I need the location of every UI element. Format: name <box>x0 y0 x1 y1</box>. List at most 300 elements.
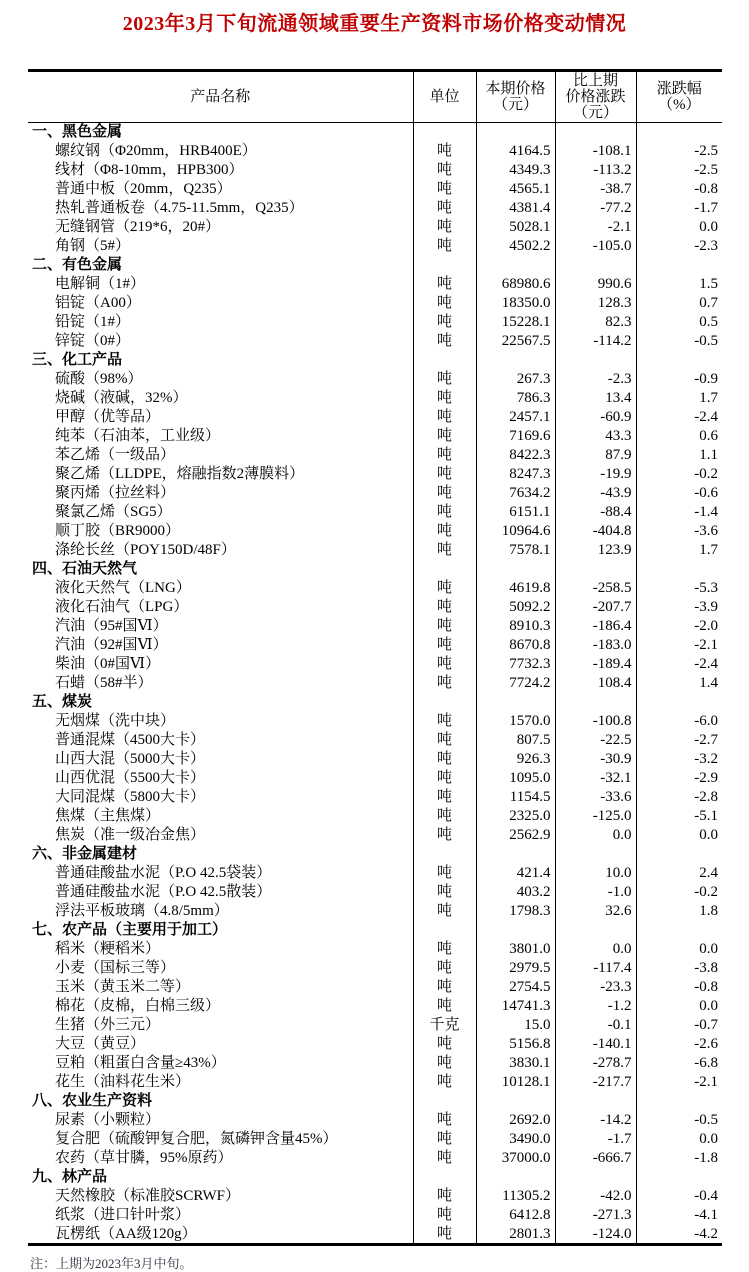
product-name-cell: 甲醇（优等品） <box>55 409 161 425</box>
pct-cell: -5.3 <box>636 579 722 598</box>
price-cell: 4349.3 <box>476 161 555 180</box>
pct-cell: -0.8 <box>636 180 722 199</box>
change-cell: -189.4 <box>555 655 636 674</box>
table-row <box>28 712 722 731</box>
price-cell <box>476 693 555 712</box>
pct-cell: -4.2 <box>636 1225 722 1245</box>
price-cell <box>476 845 555 864</box>
table-row <box>28 1035 722 1054</box>
unit-cell: 吨 <box>413 522 476 541</box>
table-row <box>28 883 722 902</box>
table-row <box>28 1054 722 1073</box>
unit-cell: 吨 <box>413 826 476 845</box>
change-cell: -77.2 <box>555 199 636 218</box>
price-cell: 3490.0 <box>476 1130 555 1149</box>
price-cell: 2801.3 <box>476 1225 555 1245</box>
change-cell: -43.9 <box>555 484 636 503</box>
table-row <box>28 1073 722 1092</box>
change-cell: -1.7 <box>555 1130 636 1149</box>
product-name-cell: 苯乙烯（一级品） <box>55 447 176 463</box>
product-name-cell: 聚乙烯（LLDPE，熔融指数2薄膜料） <box>55 466 305 482</box>
price-cell: 7169.6 <box>476 427 555 446</box>
table-row <box>28 636 722 655</box>
product-name-cell: 生猪（外三元） <box>55 1017 161 1033</box>
price-cell: 22567.5 <box>476 332 555 351</box>
pct-cell <box>636 1168 722 1187</box>
change-cell: -108.1 <box>555 142 636 161</box>
table-row <box>28 655 722 674</box>
price-cell: 2562.9 <box>476 826 555 845</box>
pct-cell: -0.5 <box>636 1111 722 1130</box>
pct-cell: 0.0 <box>636 997 722 1016</box>
pct-cell: -0.8 <box>636 978 722 997</box>
table-row <box>28 294 722 313</box>
header-product-name: 产品名称 <box>28 71 413 123</box>
pct-cell: -2.5 <box>636 161 722 180</box>
table-row <box>28 731 722 750</box>
price-cell: 2325.0 <box>476 807 555 826</box>
unit-cell: 吨 <box>413 389 476 408</box>
price-cell: 8670.8 <box>476 636 555 655</box>
price-cell: 4381.4 <box>476 199 555 218</box>
category-label: 三、化工产品 <box>32 352 123 368</box>
product-name-cell: 花生（油料花生米） <box>55 1074 191 1090</box>
change-cell: -105.0 <box>555 237 636 256</box>
category-row <box>28 845 722 864</box>
product-name-cell: 柴油（0#国Ⅵ） <box>55 656 161 672</box>
unit-cell <box>413 1092 476 1111</box>
change-cell: 82.3 <box>555 313 636 332</box>
table-row <box>28 1130 722 1149</box>
change-cell: -38.7 <box>555 180 636 199</box>
category-label: 一、黑色金属 <box>32 124 123 141</box>
price-cell: 6412.8 <box>476 1206 555 1225</box>
product-name-cell: 液化天然气（LNG） <box>55 580 191 596</box>
product-name-cell: 硫酸（98%） <box>55 371 143 387</box>
table-row <box>28 959 722 978</box>
unit-cell: 吨 <box>413 1073 476 1092</box>
pct-cell: -1.4 <box>636 503 722 522</box>
unit-cell: 吨 <box>413 636 476 655</box>
table-row <box>28 1187 722 1206</box>
unit-cell: 吨 <box>413 313 476 332</box>
pct-cell: 2.4 <box>636 864 722 883</box>
product-name-cell: 螺纹钢（Φ20mm，HRB400E） <box>55 143 257 159</box>
pct-cell <box>636 693 722 712</box>
table-row <box>28 313 722 332</box>
unit-cell: 吨 <box>413 598 476 617</box>
unit-cell: 吨 <box>413 465 476 484</box>
price-cell: 421.4 <box>476 864 555 883</box>
category-row <box>28 351 722 370</box>
price-cell: 7724.2 <box>476 674 555 693</box>
header-change-pct: 涨跌幅 （%） <box>636 71 722 123</box>
product-name-cell: 复合肥（硫酸钾复合肥，氮磷钾含量45%） <box>55 1131 338 1147</box>
change-cell: -2.1 <box>555 218 636 237</box>
price-cell: 15.0 <box>476 1016 555 1035</box>
product-name-cell: 小麦（国标三等） <box>55 960 176 976</box>
unit-cell: 吨 <box>413 408 476 427</box>
table-row <box>28 522 722 541</box>
unit-cell: 吨 <box>413 294 476 313</box>
category-row <box>28 123 722 142</box>
change-cell <box>555 693 636 712</box>
product-name-cell: 铝锭（A00） <box>55 295 141 311</box>
header-row <box>28 71 722 123</box>
change-cell: -19.9 <box>555 465 636 484</box>
change-cell <box>555 845 636 864</box>
pct-cell: 0.0 <box>636 218 722 237</box>
category-row <box>28 921 722 940</box>
unit-cell: 吨 <box>413 484 476 503</box>
unit-cell: 吨 <box>413 769 476 788</box>
change-cell: -186.4 <box>555 617 636 636</box>
product-name-cell: 普通硅酸盐水泥（P.O 42.5散装） <box>55 884 272 900</box>
change-cell: -32.1 <box>555 769 636 788</box>
price-cell: 8422.3 <box>476 446 555 465</box>
unit-cell: 吨 <box>413 940 476 959</box>
table-row <box>28 161 722 180</box>
category-label: 九、林产品 <box>32 1169 108 1185</box>
price-cell: 7634.2 <box>476 484 555 503</box>
product-name-cell: 豆粕（粗蛋白含量≥43%） <box>55 1055 226 1071</box>
change-cell: 43.3 <box>555 427 636 446</box>
table-header <box>28 71 722 123</box>
unit-cell <box>413 1168 476 1187</box>
product-name-cell: 稻米（粳稻米） <box>55 941 161 957</box>
change-cell: -60.9 <box>555 408 636 427</box>
change-cell: 123.9 <box>555 541 636 560</box>
price-cell <box>476 1168 555 1187</box>
unit-cell <box>413 123 476 142</box>
product-name-cell: 大豆（黄豆） <box>55 1036 146 1052</box>
unit-cell: 吨 <box>413 332 476 351</box>
price-cell: 8910.3 <box>476 617 555 636</box>
change-cell <box>555 256 636 275</box>
pct-cell: -3.6 <box>636 522 722 541</box>
price-cell <box>476 560 555 579</box>
unit-cell: 吨 <box>413 750 476 769</box>
pct-cell: -6.0 <box>636 712 722 731</box>
unit-cell <box>413 351 476 370</box>
change-cell: -30.9 <box>555 750 636 769</box>
header-current-price: 本期价格 （元） <box>476 71 555 123</box>
price-cell: 926.3 <box>476 750 555 769</box>
unit-cell: 吨 <box>413 712 476 731</box>
product-name-cell: 液化石油气（LPG） <box>55 599 189 615</box>
unit-cell: 吨 <box>413 541 476 560</box>
pct-cell: -2.7 <box>636 731 722 750</box>
change-cell <box>555 1092 636 1111</box>
pct-cell <box>636 1092 722 1111</box>
change-cell <box>555 921 636 940</box>
table-row <box>28 864 722 883</box>
change-cell: -100.8 <box>555 712 636 731</box>
category-label: 八、农业生产资料 <box>32 1093 153 1109</box>
change-cell: 87.9 <box>555 446 636 465</box>
table-row <box>28 237 722 256</box>
product-name-cell: 瓦楞纸（AA级120g） <box>55 1225 197 1242</box>
page-title: 2023年3月下旬流通领域重要生产资料市场价格变动情况 <box>122 13 627 35</box>
change-cell: -666.7 <box>555 1149 636 1168</box>
header-price-change: 比上期 价格涨跌 （元） <box>555 71 636 123</box>
price-cell: 68980.6 <box>476 275 555 294</box>
change-cell: 108.4 <box>555 674 636 693</box>
change-cell: -1.0 <box>555 883 636 902</box>
price-cell: 267.3 <box>476 370 555 389</box>
change-cell: -207.7 <box>555 598 636 617</box>
product-name-cell: 棉花（皮棉，白棉三级） <box>55 998 221 1014</box>
price-cell: 18350.0 <box>476 294 555 313</box>
pct-cell: -5.1 <box>636 807 722 826</box>
change-cell: 990.6 <box>555 275 636 294</box>
change-cell: -33.6 <box>555 788 636 807</box>
product-name-cell: 普通混煤（4500大卡） <box>55 732 206 748</box>
footnote: 注：上期为2023年3月中旬。 <box>30 1255 193 1271</box>
product-name-cell: 无缝钢管（219*6，20#） <box>55 219 221 235</box>
change-cell <box>555 351 636 370</box>
price-cell <box>476 921 555 940</box>
unit-cell: 吨 <box>413 275 476 294</box>
change-cell: 10.0 <box>555 864 636 883</box>
pct-cell: -0.9 <box>636 370 722 389</box>
product-name-cell: 汽油（95#国Ⅵ） <box>55 618 168 634</box>
change-cell: -278.7 <box>555 1054 636 1073</box>
table-row <box>28 997 722 1016</box>
pct-cell: -0.6 <box>636 484 722 503</box>
change-cell: -1.2 <box>555 997 636 1016</box>
pct-cell: -2.1 <box>636 636 722 655</box>
product-name-cell: 聚丙烯（拉丝料） <box>55 485 176 501</box>
price-cell: 7578.1 <box>476 541 555 560</box>
pct-cell: -4.1 <box>636 1206 722 1225</box>
change-cell: 0.0 <box>555 826 636 845</box>
unit-cell: 吨 <box>413 655 476 674</box>
unit-cell <box>413 693 476 712</box>
table-row <box>28 579 722 598</box>
table-row <box>28 750 722 769</box>
product-name-cell: 浮法平板玻璃（4.8/5mm） <box>55 903 229 919</box>
change-cell: -42.0 <box>555 1187 636 1206</box>
table-body <box>28 123 722 1245</box>
price-cell: 2754.5 <box>476 978 555 997</box>
price-cell: 2457.1 <box>476 408 555 427</box>
unit-cell: 吨 <box>413 674 476 693</box>
table-row <box>28 769 722 788</box>
change-cell <box>555 1168 636 1187</box>
change-cell: -404.8 <box>555 522 636 541</box>
unit-cell: 吨 <box>413 370 476 389</box>
product-name-cell: 线材（Φ8-10mm，HPB300） <box>55 162 244 178</box>
category-row <box>28 1168 722 1187</box>
pct-cell: -1.7 <box>636 199 722 218</box>
unit-cell <box>413 560 476 579</box>
change-cell: -140.1 <box>555 1035 636 1054</box>
change-cell: 32.6 <box>555 902 636 921</box>
unit-cell: 吨 <box>413 1187 476 1206</box>
price-cell: 10128.1 <box>476 1073 555 1092</box>
unit-cell: 吨 <box>413 902 476 921</box>
pct-cell: -0.2 <box>636 465 722 484</box>
price-cell: 403.2 <box>476 883 555 902</box>
change-cell: -217.7 <box>555 1073 636 1092</box>
unit-cell: 吨 <box>413 1206 476 1225</box>
table-row <box>28 427 722 446</box>
price-cell: 2979.5 <box>476 959 555 978</box>
price-cell: 11305.2 <box>476 1187 555 1206</box>
price-cell: 1798.3 <box>476 902 555 921</box>
header-unit: 单位 <box>413 71 476 123</box>
price-cell: 807.5 <box>476 731 555 750</box>
price-cell: 37000.0 <box>476 1149 555 1168</box>
price-cell: 1570.0 <box>476 712 555 731</box>
product-name-cell: 大同混煤（5800大卡） <box>55 789 206 805</box>
change-cell: 128.3 <box>555 294 636 313</box>
price-cell: 5156.8 <box>476 1035 555 1054</box>
change-cell: -22.5 <box>555 731 636 750</box>
table-row <box>28 1016 722 1035</box>
table-row <box>28 598 722 617</box>
change-cell: -113.2 <box>555 161 636 180</box>
table-row <box>28 465 722 484</box>
unit-cell: 吨 <box>413 1225 476 1245</box>
table-row <box>28 940 722 959</box>
unit-cell: 吨 <box>413 883 476 902</box>
product-name-cell: 铅锭（1#） <box>55 314 131 330</box>
unit-cell: 吨 <box>413 731 476 750</box>
table-row <box>28 484 722 503</box>
change-cell: -14.2 <box>555 1111 636 1130</box>
change-cell <box>555 123 636 142</box>
product-name-cell: 纸浆（进口针叶浆） <box>55 1207 191 1223</box>
change-cell: -114.2 <box>555 332 636 351</box>
pct-cell: 0.6 <box>636 427 722 446</box>
category-row <box>28 256 722 275</box>
table-row <box>28 199 722 218</box>
pct-cell: -2.6 <box>636 1035 722 1054</box>
table-row <box>28 1111 722 1130</box>
price-cell: 10964.6 <box>476 522 555 541</box>
table-row <box>28 446 722 465</box>
table-row <box>28 674 722 693</box>
product-name-cell: 无烟煤（洗中块） <box>55 713 176 729</box>
change-cell: 0.0 <box>555 940 636 959</box>
table-row <box>28 218 722 237</box>
product-name-cell: 聚氯乙烯（SG5） <box>55 504 172 520</box>
change-cell: -117.4 <box>555 959 636 978</box>
pct-cell <box>636 560 722 579</box>
unit-cell: 千克 <box>413 1016 476 1035</box>
product-name-cell: 山西大混（5000大卡） <box>55 751 206 767</box>
category-label: 五、煤炭 <box>32 694 93 710</box>
pct-cell: -3.9 <box>636 598 722 617</box>
pct-cell: 0.0 <box>636 1130 722 1149</box>
price-cell <box>476 123 555 142</box>
product-name-cell: 电解铜（1#） <box>55 276 146 292</box>
product-name-cell: 热轧普通板卷（4.75-11.5mm，Q235） <box>55 200 304 216</box>
price-cell <box>476 1092 555 1111</box>
change-cell: -183.0 <box>555 636 636 655</box>
table-row <box>28 389 722 408</box>
pct-cell: -2.4 <box>636 655 722 674</box>
category-label: 二、有色金属 <box>32 257 123 273</box>
pct-cell <box>636 351 722 370</box>
pct-cell <box>636 256 722 275</box>
table-row <box>28 142 722 161</box>
table-row <box>28 1206 722 1225</box>
price-table <box>28 69 722 1246</box>
pct-cell: 1.5 <box>636 275 722 294</box>
pct-cell: -0.2 <box>636 883 722 902</box>
pct-cell <box>636 123 722 142</box>
unit-cell: 吨 <box>413 180 476 199</box>
product-name-cell: 山西优混（5500大卡） <box>55 770 206 786</box>
unit-cell: 吨 <box>413 446 476 465</box>
change-cell: -88.4 <box>555 503 636 522</box>
unit-cell: 吨 <box>413 218 476 237</box>
table-row <box>28 370 722 389</box>
product-name-cell: 尿素（小颗粒） <box>55 1112 161 1128</box>
product-name-cell: 焦炭（准一级冶金焦） <box>55 827 206 843</box>
table-row <box>28 807 722 826</box>
unit-cell: 吨 <box>413 237 476 256</box>
price-cell: 2692.0 <box>476 1111 555 1130</box>
unit-cell: 吨 <box>413 1130 476 1149</box>
table-row <box>28 541 722 560</box>
unit-cell: 吨 <box>413 1035 476 1054</box>
unit-cell: 吨 <box>413 199 476 218</box>
product-name-cell: 农药（草甘膦，95%原药） <box>55 1150 233 1166</box>
product-name-cell: 玉米（黄玉米二等） <box>55 979 191 995</box>
pct-cell: 0.7 <box>636 294 722 313</box>
unit-cell: 吨 <box>413 142 476 161</box>
unit-cell: 吨 <box>413 978 476 997</box>
pct-cell: -0.7 <box>636 1016 722 1035</box>
price-cell: 8247.3 <box>476 465 555 484</box>
category-label: 六、非金属建材 <box>32 846 138 862</box>
table-row <box>28 788 722 807</box>
unit-cell: 吨 <box>413 579 476 598</box>
pct-cell: -0.4 <box>636 1187 722 1206</box>
pct-cell <box>636 845 722 864</box>
pct-cell: -2.4 <box>636 408 722 427</box>
product-name-cell: 角钢（5#） <box>55 238 131 254</box>
pct-cell: 0.0 <box>636 940 722 959</box>
unit-cell <box>413 845 476 864</box>
unit-cell: 吨 <box>413 427 476 446</box>
pct-cell: 0.0 <box>636 826 722 845</box>
price-cell: 786.3 <box>476 389 555 408</box>
unit-cell <box>413 921 476 940</box>
price-cell: 14741.3 <box>476 997 555 1016</box>
pct-cell: 1.7 <box>636 389 722 408</box>
pct-cell: -2.5 <box>636 142 722 161</box>
price-cell: 5092.2 <box>476 598 555 617</box>
pct-cell: -1.8 <box>636 1149 722 1168</box>
change-cell: -2.3 <box>555 370 636 389</box>
table-row <box>28 617 722 636</box>
unit-cell: 吨 <box>413 161 476 180</box>
unit-cell: 吨 <box>413 1149 476 1168</box>
table-row <box>28 1149 722 1168</box>
product-name-cell: 汽油（92#国Ⅵ） <box>55 637 168 653</box>
pct-cell: 0.5 <box>636 313 722 332</box>
change-cell: -23.3 <box>555 978 636 997</box>
unit-cell: 吨 <box>413 959 476 978</box>
table-row <box>28 826 722 845</box>
category-row <box>28 560 722 579</box>
pct-cell: -3.8 <box>636 959 722 978</box>
